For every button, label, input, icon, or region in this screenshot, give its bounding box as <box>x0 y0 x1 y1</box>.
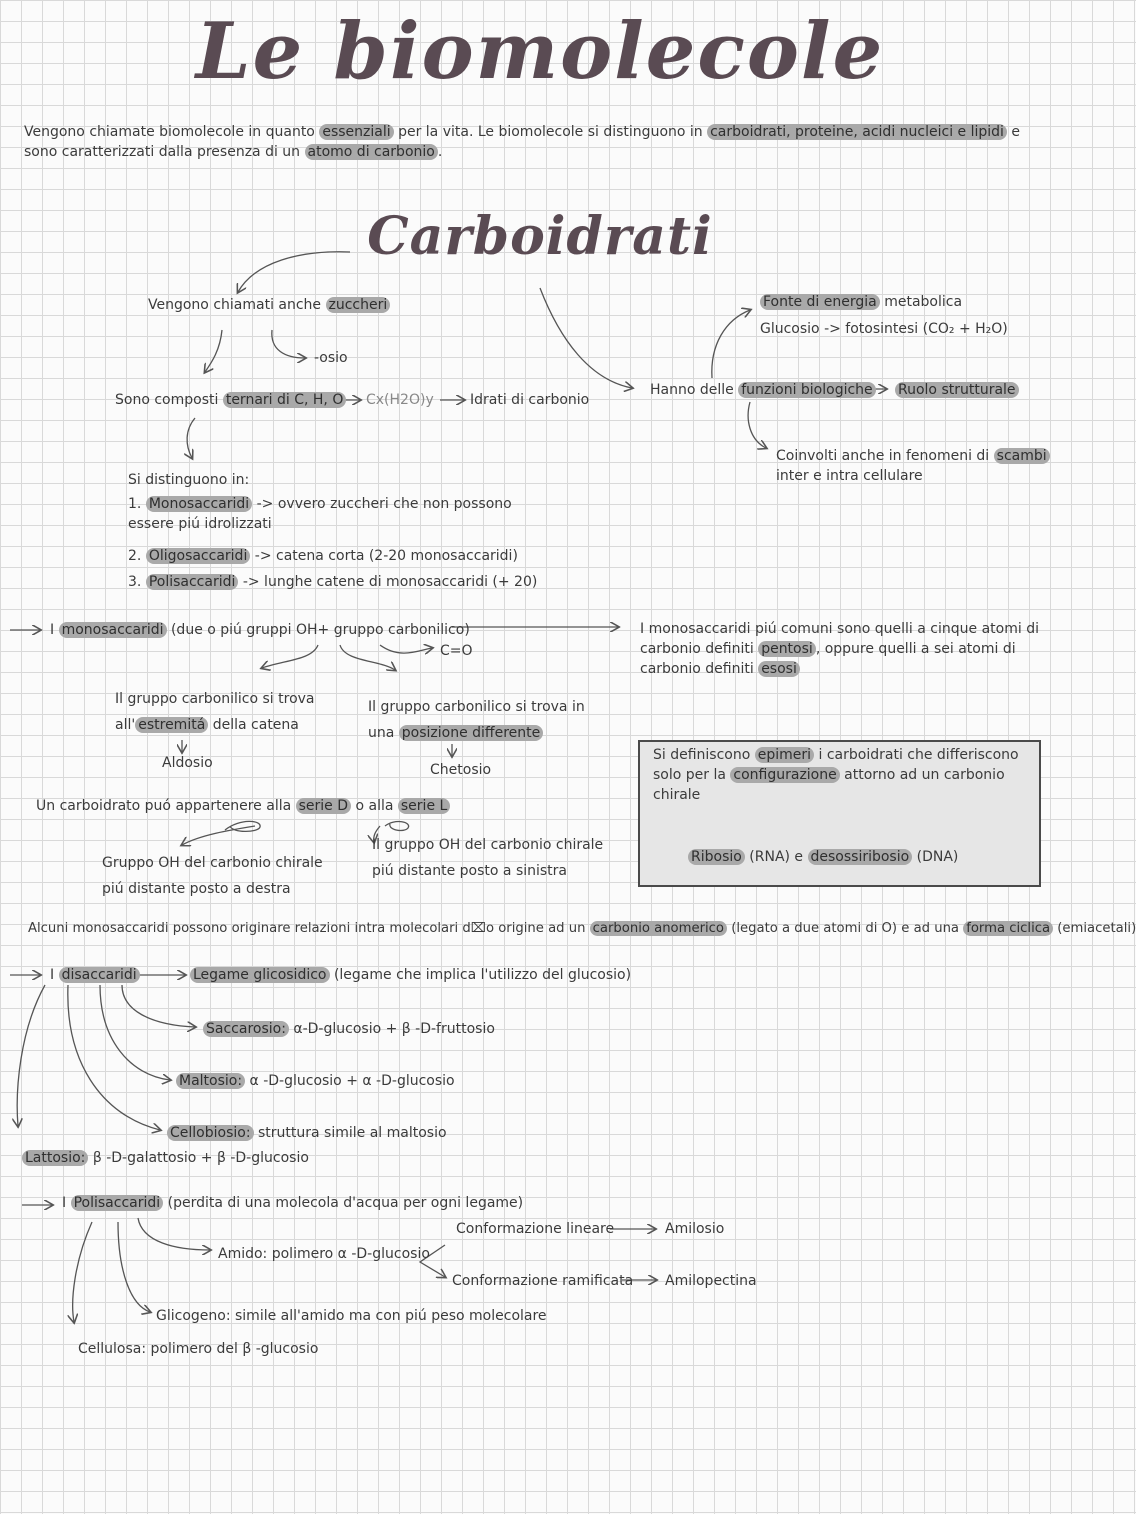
serie-d-line1: Gruppo OH del carbonio chirale <box>102 855 323 871</box>
idrati-di-carbonio: Idrati di carbonio <box>470 392 590 408</box>
posizione-line2: una posizione differente <box>368 723 543 743</box>
monosaccaridi-comuni: I monosaccaridi piú comuni sono quelli a cinque atomi di carbonio definiti pentosi , oppure quelli a sei atomi di carbonio definiti esosi <box>640 621 1039 677</box>
formula-cxh2oy: Cx(H2O)y <box>366 392 434 408</box>
amilopectina: Amilopectina <box>665 1273 757 1289</box>
page-title: Le biomolecole <box>195 6 885 97</box>
zuccheri-note: Vengono chiamati anche zuccheri <box>148 295 390 315</box>
osio-suffix: -osio <box>314 350 348 366</box>
intro-text: Vengono chiamate biomolecole in quanto essenziali per la vita. Le biomolecole si distinguono in carboidrati, proteine, acidi nucleici e lipidi e sono caratterizzati dalla presenza di un atomo di carbonio . <box>24 124 1021 160</box>
class-item-2: 2. Oligosaccaridi -> catena corta (2-20 monosaccaridi) <box>128 548 518 564</box>
conformazione-lineare: Conformazione lineare <box>456 1221 615 1237</box>
fonte-energia: Fonte di energia metabolica <box>760 292 962 312</box>
cellulosa: Cellulosa: polimero del β -glucosio <box>78 1341 319 1357</box>
serie-d-l: Un carboidrato puó appartenere alla serie D o alla serie L <box>36 796 450 816</box>
class-item-1: 1. Monosaccaridi -> ovvero zuccheri che non possono essere piú idrolizzati <box>128 496 512 532</box>
aldosio: Aldosio <box>162 755 213 771</box>
posizione-line1: Il gruppo carbonilico si trova in <box>368 699 585 715</box>
distinguono-label: Si distinguono in: <box>128 472 250 488</box>
polisaccaridi-label: I Polisaccaridi (perdita di una molecola d'acqua per ogni legame) <box>62 1195 524 1211</box>
serie-l-line1: Il gruppo OH del carbonio chirale <box>372 837 604 853</box>
estremita-line1: Il gruppo carbonilico si trova <box>115 691 315 707</box>
composti-ternari: Sono composti ternari di C, H, O <box>115 390 346 410</box>
cellobiosio: Cellobiosio: struttura simile al maltosio <box>167 1123 447 1143</box>
ribosio-desossiribosio: Ribosio (RNA) e desossiribosio (DNA) <box>688 847 958 867</box>
maltosio: Maltosio: α -D-glucosio + α -D-glucosio <box>176 1071 455 1091</box>
saccarosio: Saccarosio: α-D-glucosio + β -D-fruttosio <box>203 1019 495 1039</box>
scambi-cellulari: Coinvolti anche in fenomeni di scambi inter e intra cellulare <box>776 446 1056 486</box>
estremita-line2: all' estremitá della catena <box>115 717 299 733</box>
section-title-carboidrati: Carboidrati <box>367 206 713 267</box>
legame-glicosidico: Legame glicosidico (legame che implica l'utilizzo del glucosio) <box>190 965 631 985</box>
disaccaridi-label: I disaccaridi <box>50 965 140 985</box>
amido: Amido: polimero α -D-glucosio <box>218 1246 430 1262</box>
carbonio-anomerico: Alcuni monosaccaridi possono originare relazioni intra molecolari d⌧o origine ad un carbonio anomerico (legato a due atomi di O) e ad una forma ciclica (emiacetali) <box>28 921 1136 936</box>
carbonyl-co: C=O <box>440 643 473 659</box>
chetosio: Chetosio <box>430 762 492 778</box>
amilosio: Amilosio <box>665 1221 725 1237</box>
monosaccaridi-def: I monosaccaridi (due o piú gruppi OH+ gruppo carbonilico) <box>50 622 470 638</box>
funzioni-biologiche: Hanno delle funzioni biologiche <box>650 380 876 400</box>
lattosio: Lattosio: β -D-galattosio + β -D-glucosio <box>22 1148 309 1168</box>
serie-d-line2: piú distante posto a destra <box>102 881 291 897</box>
glicogeno: Glicogeno: simile all'amido ma con piú peso molecolare <box>156 1308 547 1324</box>
class-item-3: 3. Polisaccaridi -> lunghe catene di monosaccaridi (+ 20) <box>128 574 538 590</box>
serie-l-line2: piú distante posto a sinistra <box>372 863 568 879</box>
ruolo-strutturale: Ruolo strutturale <box>895 380 1019 400</box>
epimeri-def: Si definiscono epimeri i carboidrati che differiscono solo per la configurazione attorno ad un carbonio chirale <box>653 747 1019 803</box>
glucosio-fotosintesi: Glucosio -> fotosintesi (CO₂ + H₂O) <box>760 321 1008 337</box>
conformazione-ramificata: Conformazione ramificata <box>452 1273 634 1289</box>
